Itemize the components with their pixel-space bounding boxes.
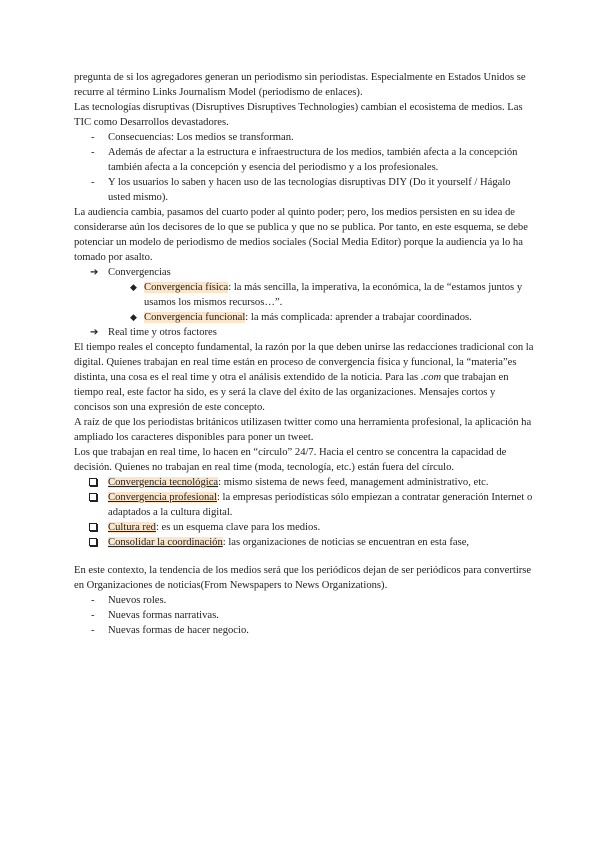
term-description: : mismo sistema de news feed, management administrativo, etc. [218,477,489,488]
real-time-list [74,325,534,340]
list-item [74,145,534,175]
list-item-text: Además de afectar a la estructura e infraestructura de los medios, también afecta a la concepción también afecta a la concepción y esencia del periodismo y a los profesionales. [108,147,518,173]
checkbox-bullet-icon [89,478,97,486]
paragraph-circulo: Los que trabajan en real time, lo hacen en “círculo” 24/7. Hacia el centro se concentra la capacidad de decisión. Quienes no trabajan en real time (moda, tecnología, etc.) están fuera del círculo. [74,447,507,473]
dash-bullet: - [91,595,95,606]
arrow-item-convergencias [74,265,534,280]
consecuencias-list [74,130,534,205]
list-item [74,130,534,145]
spacer [74,550,534,563]
arrow-item-label: Convergencias [108,267,171,278]
arrow-item-real-time [74,325,534,340]
highlighted-term: Cultura red [108,522,156,533]
term-description: : la más complicada: aprender a trabajar coordinados. [245,312,472,323]
paragraph-tiempo-real [74,340,534,415]
highlighted-term: Consolidar la coordinación [108,537,223,548]
list-item-text: Nuevas formas de hacer negocio. [108,625,249,636]
term-description: : la más sencilla, la imperativa, la económica, la de “estamos juntos y usamos los mismos recursos…”. [144,282,523,308]
checkbox-bullet-icon [89,538,97,546]
list-item-text: Y los usuarios lo saben y hacen uso de las tecnologías disruptivas DIY (Do it yourself / Hágalo usted mismo). [108,177,511,203]
paragraph-text: que trabajan en tiempo real, este factor ha sido, es y será la clave del éxito de las organizaciones. Mensajes cortos y concisos son una expresión de este concepto. [74,372,509,413]
term-description: : la empresas periodísticas sólo empiezan a contratar generación Internet o adaptados a la cultura digital. [108,492,533,518]
arrow-icon: ➔ [90,327,99,338]
list-item [74,593,534,608]
tendencias-list [74,593,534,638]
list-item [74,475,534,490]
paragraph-text: El tiempo reales el concepto fundamental, la razón por la que deben unirse las redacciones tradicional con la digital. Quienes trabajan en real time están en proceso de convergencia física y funcional, la “materia”es distinta, una cosa es el real time y otra el análisis extendido de la noticia. Para las [74,342,534,383]
list-item [74,608,534,623]
list-item [74,490,534,520]
document-body [74,70,534,638]
convergencia-checklist [74,475,534,550]
list-item-text: Nuevos roles. [108,595,167,606]
paragraph-contexto: En este contexto, la tendencia de los medios será que los periódicos dejan de ser periódicos para convertirse en Organizaciones de noticias(From Newspapers to News Organizations). [74,565,532,591]
highlighted-term: Convergencia profesional [108,492,217,503]
list-item [74,623,534,638]
list-item [74,520,534,535]
dash-bullet: - [91,132,95,143]
term-description: : es un esquema clave para los medios. [155,522,321,533]
paragraph-audiencia: La audiencia cambia, pasamos del cuarto poder al quinto poder; pero, los medios persisten en su idea de considerarse aún los decisores de lo que se publica y que no se publica. Por tanto, en este esquema, se debe potenciar un modelo de periodismo de medios sociales (Social Media Editor) porque la audiencia ya lo ha tomado por asalto. [74,207,528,263]
paragraph-tecnologias-disruptivas: Las tecnologías disruptivas (Disruptives Disruptives Technologies) cambian el ecosistema de medios. Las TIC como Desarrollos devastadores. [74,102,523,128]
dash-bullet: - [91,147,95,158]
dash-bullet: - [91,625,95,636]
arrow-icon: ➔ [90,267,99,278]
arrow-item-label: Real time y otros factores [108,327,217,338]
checkbox-bullet-icon [89,493,97,501]
list-item [74,535,534,550]
italic-term: .com [420,372,442,383]
list-item [74,310,534,325]
list-item-text: Consecuencias: Los medios se transforman. [108,132,294,143]
highlighted-term: Convergencia funcional [144,312,246,323]
dash-bullet: - [91,610,95,621]
list-item-text: Nuevas formas narrativas. [108,610,219,621]
highlighted-term: Convergencia tecnológica [108,477,219,488]
diamond-bullet-icon: ◆ [130,312,137,322]
convergencias-list [74,265,534,280]
dash-bullet: - [91,177,95,188]
paragraph-agregadores: pregunta de si los agregadores generan un periodismo sin periodistas. Especialmente en Estados Unidos se recurre al término Links Journalism Model (periodismo de enlaces). [74,72,526,98]
list-item [74,280,534,310]
paragraph-twitter: A raíz de que los periodistas británicos utilizasen twitter como una herramienta profesional, la aplicación ha ampliado los caracteres disponibles para poner un tweet. [74,417,532,443]
checkbox-bullet-icon [89,523,97,531]
term-description: : las organizaciones de noticias se encuentran en esta fase, [222,537,470,548]
convergencia-types-list [74,280,534,325]
list-item [74,175,534,205]
highlighted-term: Convergencia física [144,282,229,293]
diamond-bullet-icon: ◆ [130,282,137,292]
